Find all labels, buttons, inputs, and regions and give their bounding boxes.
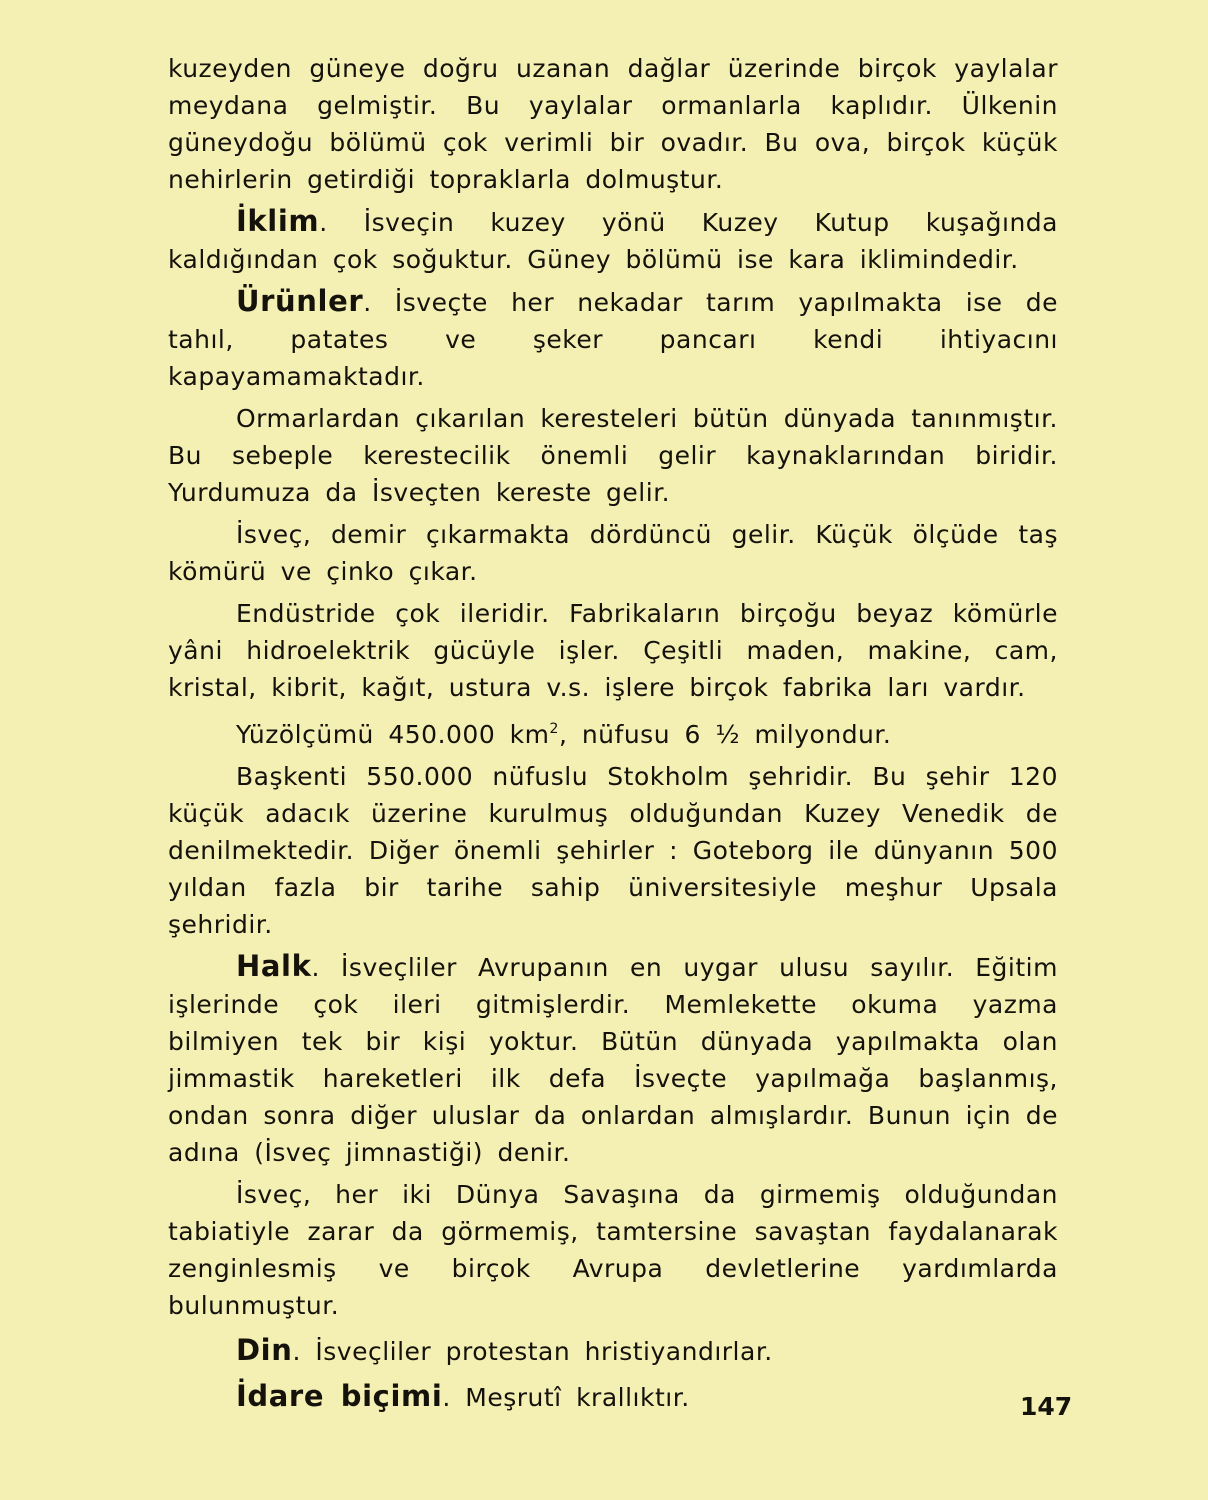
section-religion: Din. İsveçliler protestan hristiyandırlar. bbox=[236, 1333, 773, 1367]
page-number: 147 bbox=[1020, 1392, 1073, 1421]
paragraph-geography: kuzeyden güneye doğru uzanan dağlar üzerinde birçok yaylalar meydana gelmiştir. Bu yaylalar ormanlarla kaplıdır. Ülkenin güneydoğu bölümü çok verimli bir ovadır. Bu ova, birçok küçük nehirlerin getirdiği topraklarla dolmuştur. bbox=[168, 54, 1058, 194]
religion-text: İsveçliler protestan hristiyandırlar. bbox=[315, 1337, 773, 1366]
paragraph-capital: Başkenti 550.000 nüfuslu Stokholm şehridir. Bu şehir 120 küçük adacık üzerine kurulmuş olduğundan Kuzey Venedik de denilmektedir. Diğer önemli şehirler : Goteborg ile dünyanın 500 yıldan fazla bir tarihe sahip üniversitesiyle meşhur Upsala şehridir. bbox=[168, 762, 1058, 939]
area-superscript: 2 bbox=[549, 721, 559, 737]
heading-religion: Din bbox=[236, 1333, 293, 1367]
paragraph-iron: İsveç, demir çıkarmakta dördüncü gelir. Küçük ölçüde taş kömürü ve çinko çıkar. bbox=[168, 520, 1058, 586]
section-government: İdare biçimi. Meşrutî krallıktır. bbox=[236, 1379, 690, 1413]
heading-people: Halk bbox=[236, 949, 312, 983]
paragraph-area-population bbox=[168, 711, 1058, 753]
paragraph-war: İsveç, her iki Dünya Savaşına da girmemiş olduğundan tabiatiyle zarar da görmemiş, tamtersine savaştan faydalanarak zenginlesmiş ve birçok Avrupa devletlerine yardımlarda bulunmuştur. bbox=[168, 1180, 1058, 1320]
products-text: İsveçte her nekadar tarım yapılmakta ise de tahıl, patates ve şeker pancarı kendi ihtiyacını kapayamamaktadır. bbox=[168, 288, 1058, 391]
people-text: İsveçliler Avrupanın en uygar ulusu sayılır. Eğitim işlerinde çok ileri gitmişlerdir. Memlekette okuma yazma bilmiyen tek bir kişi yoktur. Bütün dünyada yapılmakta olan jimmastik hareketleri ilk defa İsveçte yapılmağa başlanmış, ondan sonra diğer uluslar da onlardan almışlardır. Bunun için de adına (İsveç jimnastiği) denir. bbox=[168, 953, 1058, 1167]
section-products: Ürünler. İsveçte her nekadar tarım yapılmakta ise de tahıl, patates ve şeker pancarı kendi ihtiyacını kapayamamaktadır. bbox=[168, 284, 1058, 391]
government-text: Meşrutî krallıktır. bbox=[465, 1383, 690, 1412]
section-people: Halk. İsveçliler Avrupanın en uygar ulusu sayılır. Eğitim işlerinde çok ileri gitmişlerdir. Memlekette okuma yazma bilmiyen tek bir kişi yoktur. Bütün dünyada yapılmakta olan jimmastik hareketleri ilk defa İsveçte yapılmağa başlanmış, ondan sonra diğer uluslar da onlardan almışlardır. Bunun için de adına (İsveç jimnastiği) denir. bbox=[168, 949, 1058, 1167]
heading-products: Ürünler bbox=[236, 284, 364, 318]
paragraph-timber: Ormarlardan çıkarılan keresteleri bütün dünyada tanınmıştır. Bu sebeple kerestecilik önemli gelir kaynaklarından biridir. Yurdumuza da İsveçten kereste gelir. bbox=[168, 404, 1058, 507]
heading-government: İdare biçimi bbox=[236, 1379, 443, 1413]
population-text: , nüfusu 6 ½ milyondur. bbox=[558, 720, 892, 749]
climate-text: İsveçin kuzey yönü Kuzey Kutup kuşağında kaldığından çok soğuktur. Güney bölümü ise kara iklimindedir. bbox=[168, 208, 1058, 274]
area-text: Yüzölçümü 450.000 km bbox=[236, 720, 550, 749]
heading-climate: İklim bbox=[236, 204, 320, 238]
paragraph-industry: Endüstride çok ileridir. Fabrikaların birçoğu beyaz kömürle yâni hidroelektrik gücüyle işler. Çeşitli maden, makine, cam, kristal, kibrit, kağıt, ustura v.s. işlere birçok fabrika ları vardır. bbox=[168, 599, 1058, 702]
book-page-body bbox=[168, 50, 1058, 1421]
section-climate: İklim. İsveçin kuzey yönü Kuzey Kutup kuşağında kaldığından çok soğuktur. Güney bölümü ise kara iklimindedir. bbox=[168, 204, 1058, 274]
